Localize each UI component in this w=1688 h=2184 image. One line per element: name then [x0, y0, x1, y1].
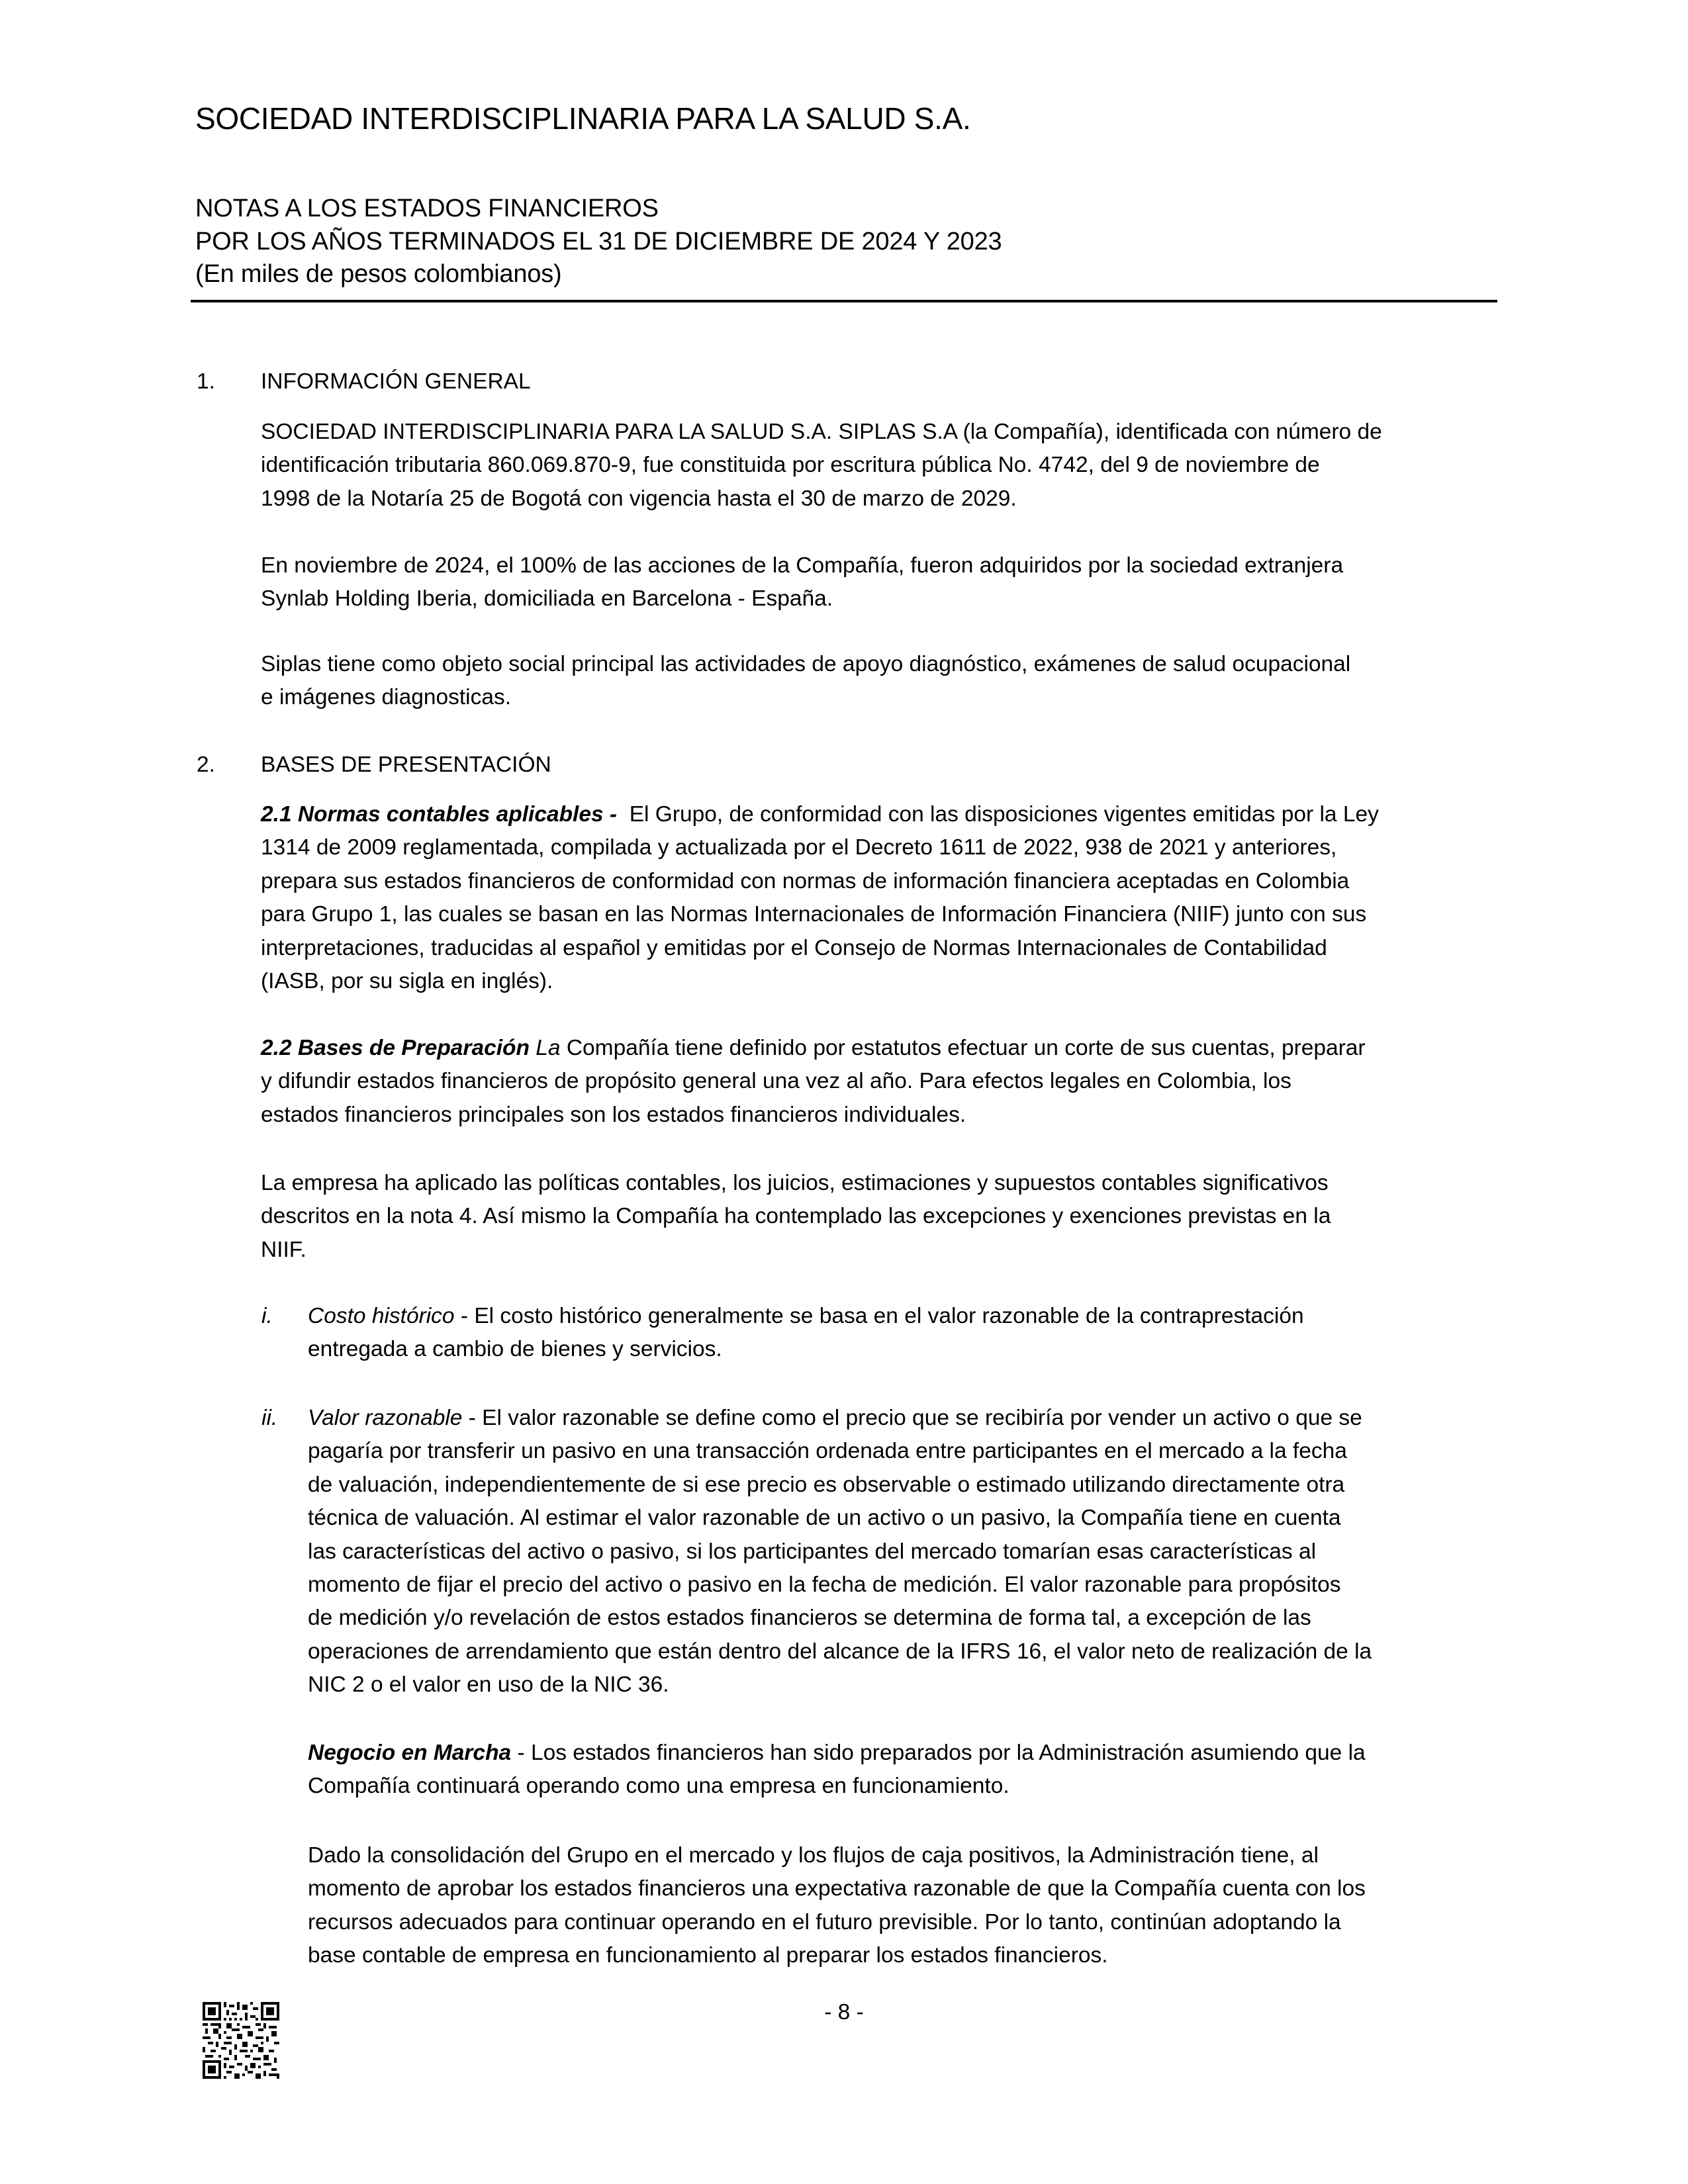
- text-line: pagaría por transferir un pasivo en una transacción ordenada entre participantes en el mercado a la fecha: [308, 1439, 1347, 1464]
- text-line: descritos en la nota 4. Así mismo la Compañía ha contemplado las excepciones y exenciones previstas en la: [261, 1204, 1331, 1229]
- subtitle-line: (En miles de pesos colombianos): [195, 260, 562, 288]
- page-number: - 8 -: [824, 2000, 864, 2025]
- text-run: - Los estados financieros han sido preparados por la Administración asumiendo que la: [511, 1741, 1366, 1765]
- list-item: [308, 1402, 1372, 1702]
- section-number: 2.: [197, 752, 215, 777]
- text-line: NIC 2 o el valor en uso de la NIC 36.: [308, 1672, 669, 1698]
- text-line: técnica de valuación. Al estimar el valor razonable de un activo o un pasivo, la Compañía tiene en cuenta: [308, 1506, 1341, 1531]
- text-run: El Grupo, de conformidad con las disposiciones vigentes emitidas por la Ley: [617, 802, 1379, 827]
- text-line: recursos adecuados para continuar operando en el futuro previsible. Por lo tanto, continúan adoptando la: [308, 1909, 1341, 1934]
- text-line: 1314 de 2009 reglamentada, compilada y actualizada por el Decreto 1611 de 2022, 938 de 2021 y anteriores,: [261, 835, 1337, 860]
- subsection-2-1: [261, 798, 1379, 998]
- text-line: La empresa ha aplicado las políticas contables, los juicios, estimaciones y supuestos contables significativos: [261, 1171, 1329, 1195]
- text-line: SOCIEDAD INTERDISCIPLINARIA PARA LA SALUD S.A. SIPLAS S.A (la Compañía), identificada con número de: [261, 420, 1382, 444]
- text-line: Synlab Holding Iberia, domiciliada en Barcelona - España.: [261, 586, 833, 612]
- header-divider: [191, 300, 1497, 302]
- text-line: estados financieros principales son los estados financieros individuales.: [261, 1102, 966, 1127]
- text-line: Compañía continuará operando como una empresa en funcionamiento.: [308, 1774, 1009, 1799]
- item-term: Valor razonable: [308, 1406, 463, 1430]
- text-line: y difundir estados financieros de propósito general una vez al año. Para efectos legales en Colombia, los: [261, 1069, 1291, 1094]
- text-run: La: [529, 1036, 561, 1060]
- text-line: de medición y/o revelación de estos estados financieros se determina de forma tal, a excepción de las: [308, 1606, 1311, 1631]
- text-line: identificación tributaria 860.069.870-9, fue constituida por escritura pública No. 4742, del 9 de noviembre de: [261, 453, 1320, 478]
- subsection-2-2: [261, 1032, 1366, 1132]
- text-line: momento de fijar el precio del activo o pasivo en la fecha de medición. El valor razonable para propósitos: [308, 1572, 1341, 1597]
- going-concern-term: Negocio en Marcha: [308, 1741, 512, 1765]
- paragraph: [261, 549, 1343, 616]
- text-line: 1998 de la Notaría 25 de Bogotá con vigencia hasta el 30 de marzo de 2029.: [261, 486, 1017, 511]
- paragraph: [261, 648, 1350, 715]
- text-line: [261, 798, 1379, 831]
- text-run: Compañía tiene definido por estatutos efectuar un corte de sus cuentas, preparar: [560, 1036, 1366, 1060]
- paragraph: [261, 416, 1382, 516]
- text-line: NIIF.: [261, 1237, 306, 1262]
- text-line: prepara sus estados financieros de conformidad con normas de información financiera aceptadas en Colombia: [261, 868, 1350, 893]
- text-line: operaciones de arrendamiento que están dentro del alcance de la IFRS 16, el valor neto de realización de la: [308, 1639, 1372, 1664]
- text-run: - El valor razonable se define como el precio que se recibiría por vender un activo o que se: [462, 1406, 1362, 1430]
- text-line: e imágenes diagnosticas.: [261, 685, 512, 710]
- paragraph: [261, 1167, 1331, 1267]
- text-line: Siplas tiene como objeto social principal las actividades de apoyo diagnóstico, exámenes de salud ocupacional: [261, 652, 1351, 676]
- text-line: [308, 1402, 1372, 1435]
- text-line: las características del activo o pasivo, si los participantes del mercado tomarían esas características al: [308, 1539, 1317, 1564]
- subtitle-line: NOTAS A LOS ESTADOS FINANCIEROS: [195, 195, 659, 222]
- text-line: interpretaciones, traducidas al español y emitidas por el Consejo de Normas Internacionales de Contabilidad: [261, 935, 1327, 960]
- text-line: En noviembre de 2024, el 100% de las acciones de la Compañía, fueron adquiridos por la sociedad extranjera: [261, 553, 1344, 578]
- document-subtitle: [195, 193, 1002, 291]
- text-line: [308, 1737, 1366, 1770]
- text-line: [261, 1032, 1366, 1065]
- company-title: SOCIEDAD INTERDISCIPLINARIA PARA LA SALUD S.A.: [195, 101, 971, 136]
- subtitle-line: POR LOS AÑOS TERMINADOS EL 31 DE DICIEMBRE DE 2024 Y 2023: [195, 227, 1002, 255]
- list-numeral: ii.: [261, 1406, 278, 1430]
- list-item: [308, 1300, 1304, 1367]
- list-numeral: i.: [261, 1304, 273, 1328]
- section-heading: INFORMACIÓN GENERAL: [261, 369, 531, 394]
- text-run: - El costo histórico generalmente se basa en el valor razonable de la contraprestación: [454, 1304, 1304, 1328]
- qr-code-icon: [203, 2002, 279, 2079]
- text-line: momento de aprobar los estados financieros una expectativa razonable de que la Compañía cuenta con los: [308, 1876, 1366, 1901]
- text-line: base contable de empresa en funcionamiento al preparar los estados financieros.: [308, 1943, 1108, 1968]
- subsection-heading: 2.2 Bases de Preparación: [261, 1036, 530, 1060]
- text-line: [308, 1300, 1304, 1333]
- section-heading: BASES DE PRESENTACIÓN: [261, 752, 551, 777]
- text-line: de valuación, independientemente de si ese precio es observable o estimado utilizando directamente otra: [308, 1472, 1345, 1497]
- text-line: Dado la consolidación del Grupo en el mercado y los flujos de caja positivos, la Administración tiene, al: [308, 1843, 1319, 1868]
- going-concern: [308, 1737, 1366, 1803]
- paragraph: [308, 1839, 1366, 1973]
- text-line: para Grupo 1, las cuales se basan en las Normas Internacionales de Información Financiera (NIIF) junto con sus: [261, 902, 1367, 927]
- text-line: (IASB, por su sigla en inglés).: [261, 968, 553, 993]
- subsection-heading: 2.1 Normas contables aplicables -: [261, 802, 618, 827]
- item-term: Costo histórico: [308, 1304, 455, 1328]
- text-line: entregada a cambio de bienes y servicios.: [308, 1337, 722, 1362]
- section-number: 1.: [197, 369, 215, 394]
